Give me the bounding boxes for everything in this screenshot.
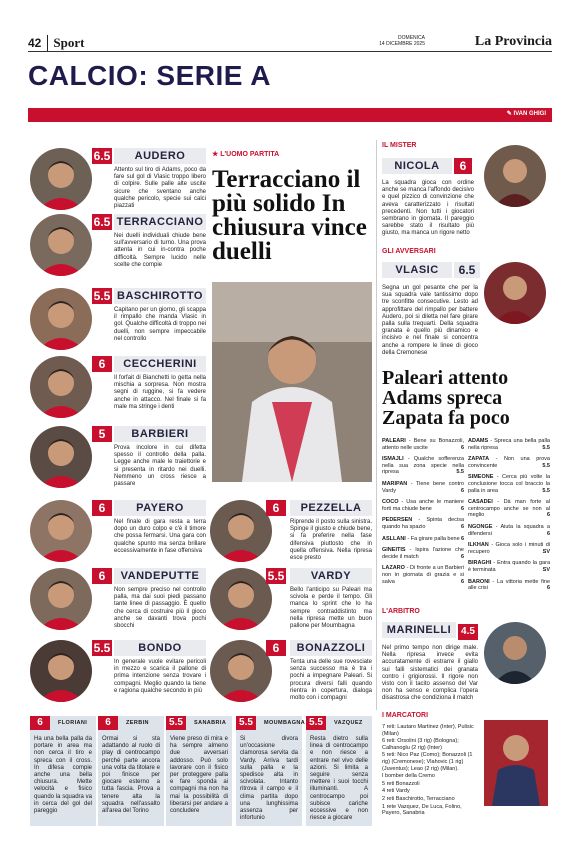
player-name: BONAZZOLI <box>290 640 372 656</box>
player-text: Nei duelli individuali chiude bene sull'avversario di turno. Una prova attenta in cui in-contra poche difficoltà. Sempre lucido nelle scelte che compie <box>114 233 206 268</box>
player-photo <box>30 568 92 630</box>
avversari-name: VLASIC <box>382 262 452 278</box>
rating-text: Gioca solo i minuti di recupero <box>468 542 550 555</box>
player-name: PEZZELLA <box>290 500 372 516</box>
rating-row <box>382 547 464 560</box>
arbitro-section: L'ARBITRO <box>382 608 420 615</box>
rating-text: Usa anche le maniere forti ma chiude bene <box>382 499 464 512</box>
section-name: Sport <box>47 35 84 51</box>
player-score: 6 <box>92 500 112 516</box>
player-score: 6 <box>92 568 112 584</box>
rating-row <box>382 456 464 476</box>
rating-name: PALEARI <box>382 438 406 444</box>
scorer-line: 7 reti: Lautaro Martinez (Inter), Pulisic (Milan) <box>382 724 474 737</box>
player-name: ZERBIN <box>126 720 149 726</box>
panel-header <box>236 716 305 730</box>
player-photo <box>210 568 272 630</box>
rating-row <box>468 542 550 555</box>
panel-header <box>30 716 87 730</box>
rating-score: 6 <box>460 444 464 451</box>
rating-row <box>468 438 550 451</box>
rating-score: 6 <box>546 512 550 519</box>
bottom-rating-panel <box>98 716 164 826</box>
player-photo <box>210 640 272 702</box>
scorer-line: I bomber della Cremo <box>382 773 435 780</box>
scorer-photo <box>484 720 548 806</box>
scorer-line: 6 reti: Orsolini (3 rig) (Bologna); Calhanoglu (2 rig) (Inter) <box>382 738 459 751</box>
rating-separator: - <box>403 456 414 463</box>
rating-separator: - <box>492 523 501 530</box>
rating-text: Dà man forte al centrocampo anche se non al meglio <box>468 499 551 519</box>
page-title: CALCIO: SERIE A <box>28 60 271 91</box>
player-name: CECCHERINI <box>114 356 206 372</box>
player-score: 6.5 <box>93 149 111 163</box>
player-name: TERRACCIANO <box>114 214 206 230</box>
rating-separator: - <box>404 565 411 572</box>
player-score: 6 <box>266 640 286 656</box>
panel-header <box>306 716 363 730</box>
player-text: Resta dietro sulla linea di centrocampo e non riesce a entrare nel vivo delle azioni. Si limita a seguire senza mettere i suoi tocchi illuminanti. A centrocampo poi subisce cariche eccessive e non riesce a giocare <box>310 736 368 822</box>
rating-score: 6 <box>460 523 464 530</box>
player-score: 6 <box>266 500 286 516</box>
rating-separator: - <box>405 547 416 554</box>
feature-photo <box>212 282 372 482</box>
player-score: 5.5 <box>236 716 256 730</box>
rating-text: Entra quando la gara è terminata <box>468 560 550 573</box>
arbitro-name: MARINELLI <box>382 622 456 638</box>
rating-separator: - <box>405 438 414 444</box>
rating-score: 5.5 <box>542 462 550 469</box>
rating-text: Fa girare palla bene <box>410 535 460 542</box>
player-name: BASCHIROTTO <box>114 288 206 304</box>
feature-headline: Terracciano il più solido In chiusura vince duelli <box>212 166 367 265</box>
player-photo <box>30 214 92 276</box>
rating-separator: - <box>398 499 407 506</box>
mister-section: IL MISTER <box>382 142 417 149</box>
rating-text: Spreca una bella palla nella ripresa <box>468 438 550 451</box>
player-score: 5.5 <box>166 716 186 730</box>
rating-row <box>468 456 550 469</box>
player-score: 6 <box>92 356 112 372</box>
rating-row <box>382 536 464 543</box>
player-text: Viene preso di mira e ha sempre almeno due avversari addosso. Può solo lavorare con il fisico per proteggere palla e fare sponda ai compagni ma non ha mai la possibilità di liberarsi per andare a concludere <box>170 736 228 815</box>
rating-name: ASLLANI <box>382 535 406 542</box>
newspaper-logo: La Provincia <box>474 34 552 49</box>
player-score: 5.5 <box>306 716 326 730</box>
player-name: VANDEPUTTE <box>114 568 206 584</box>
bottom-rating-panel <box>306 716 372 826</box>
page-header <box>28 34 552 52</box>
player-photo <box>30 500 92 562</box>
player-name: SANABRIA <box>194 720 227 726</box>
opponents-headline: Paleari attento Adams spreca Zapata fa poco <box>382 367 510 429</box>
rating-row <box>468 474 550 494</box>
player-score: 6.5 <box>93 215 111 229</box>
arbitro-score: 4.5 <box>458 624 478 640</box>
opponents-ratings-left <box>382 438 464 590</box>
rating-separator: - <box>492 499 504 506</box>
rating-row <box>382 481 464 494</box>
player-text: Ha una bella palla da portare in area ma non cerca il tiro e spreca con il cross. In difesa compie anche una bella chiusura. Mette velocità e fisico quando la squadra va in cerca del gol del pareggio <box>34 736 92 815</box>
rating-name: PEDERSEN <box>382 517 413 524</box>
player-photo-icon <box>484 720 548 806</box>
player-score: 5 <box>92 426 112 442</box>
player-photo <box>210 500 272 562</box>
rating-name: MARIPAN <box>382 480 408 487</box>
player-score: 5.5 <box>93 641 111 655</box>
arbitro-photo <box>484 622 546 684</box>
rating-name: LAZARO <box>382 565 405 572</box>
rating-name: ISMAJLI <box>382 456 404 463</box>
player-photo <box>30 640 92 702</box>
player-text: Capitano per un giorno, gli scappa il rimpallo che manda Vlasic in gol. Qualche difficoltà di troppo nei duelli, non sempre impeccabile nel controllo <box>114 307 206 342</box>
avversari-score: 6.5 <box>454 262 480 278</box>
rating-separator: - <box>491 560 498 567</box>
rating-row <box>468 524 550 537</box>
rating-score: 5.5 <box>542 444 550 451</box>
player-photo <box>30 288 92 350</box>
rating-name: BARONI <box>468 578 490 585</box>
rating-separator: - <box>489 456 504 463</box>
rating-separator: - <box>405 535 411 542</box>
player-name: BARBIERI <box>114 426 206 442</box>
opponents-ratings-right <box>468 438 550 597</box>
mister-name: NICOLA <box>382 158 452 174</box>
column-divider <box>376 140 377 710</box>
player-name: VARDY <box>290 568 372 584</box>
mister-text: La squadra gioca con ordine anche se manca l'affondo decisivo e quel pizzico di convinzione che aveva caratterizzato i risultati precedenti. Non tutti i giocatori sembrano in giornata. Il pareggio sarebbe stato il risultato più giusto, ma manca un rigore netto <box>382 180 474 237</box>
player-name: BONDO <box>114 640 206 656</box>
rating-name: ZAPATA <box>468 456 490 463</box>
rating-score: 6 <box>460 553 464 560</box>
rating-text: Tiene bene contro Vardy <box>382 480 464 494</box>
rating-name: BIRAGHI <box>468 560 492 567</box>
rating-text: Qualche sofferenza nella sua zona specie nella ripresa <box>382 456 464 476</box>
rating-row <box>468 560 550 573</box>
player-score: 5.5 <box>267 569 285 583</box>
rating-name: COCO <box>382 499 399 506</box>
player-score: 6 <box>30 716 50 730</box>
mister-photo <box>484 145 546 207</box>
player-photo <box>30 148 92 210</box>
player-text: Il forfait di Bianchetti lo getta nella mischia a sorpresa. Non mostra segni di ruggine, si fa vedere anche in attacco. Nel finale si fa male ma stringe i denti <box>114 375 206 410</box>
player-name: PAYERO <box>114 500 206 516</box>
rating-score: 6 <box>460 487 464 494</box>
issue-date: DOMENICA 14 DICEMBRE 2025 <box>379 35 425 47</box>
rating-text: Ispira l'azione che decide il match <box>382 547 464 560</box>
player-photo-icon <box>484 262 546 324</box>
rating-text: La vittoria mette fine alle crisi <box>468 578 551 592</box>
rating-separator: - <box>488 438 495 444</box>
bottom-rating-panel <box>30 716 96 826</box>
rating-text: Cerca più volte la conclusione tocca col braccio la palla in area <box>468 474 551 494</box>
scorer-line: 1 rete Vazquez, De Luca, Folino, Payero, Sanabria <box>382 803 462 817</box>
arbitro-text: Nel primo tempo non dirige male. Nella ripresa invece evita accuratamente di estrarre il giallo sui falli sistematici dei granata contro i grigiorossi. Il rigore non visto con il tacito assenso del Var non ha senso e complica l'opera disastrosa che condiziona il match <box>382 645 478 702</box>
bottom-rating-panel <box>236 716 306 826</box>
player-text: Attento sul tiro di Adams, poco da fare sul gol di Vlasic troppo libero di colpire. Sulle palle alte uscite sicure che sventano anche qualche pericolo, specie sui calci piazzati <box>114 167 206 210</box>
rating-row <box>382 499 464 512</box>
player-text: Tenta una delle sue rovesciate senza successo ma è tra i pochi a impegnare Paleari. Si procura diversi falli quando rientra in copertura, dialoga molto con i compagni <box>290 659 372 702</box>
rating-row <box>382 438 464 451</box>
rating-score: 6 <box>546 530 550 537</box>
player-text: In generale vuole evitare pericoli in mezzo e scarica il pallone di prima intenzione senza trovare i compagni. Meglio quando la tiene e ragiona qualche secondo in più <box>114 659 206 694</box>
mister-score: 6 <box>454 158 472 174</box>
scorer-line: 4 reti Vardy <box>382 788 410 795</box>
rating-text: Non una prova convincente <box>468 456 550 469</box>
rating-score: SV <box>542 566 550 573</box>
rating-row <box>382 517 464 530</box>
player-text: Si divora un'occasione clamorosa servita da Vardy. Arriva tardi sulla palla e la spedisce alta in scivolata. Intanto ritrova il campo e il clima partita dopo una lunghissima assenza per infortunio <box>240 736 298 822</box>
panel-header <box>166 716 226 730</box>
rating-separator: - <box>489 578 497 585</box>
player-text: Prova incolore in cui difetta spesso il controllo della palla. Legge anche male le traiettorie e si presenta in ritardo nei duelli. Nemmeno un cross riesce a passare <box>114 445 206 488</box>
rating-score: 5.5 <box>542 487 550 494</box>
player-photo <box>30 356 92 418</box>
player-text: Ormai si sta adattando al ruolo di play di centrocampo perché parte ancora una volta da titolare e poi finisce per giocare esterno a tutta fascia. Prova a tenere alta la squadra nell'assalto all'area del Torino <box>102 736 160 815</box>
scorer-line: 2 reti Baschirotto, Terracciano <box>382 795 455 802</box>
rating-score: 5.5 <box>456 469 464 476</box>
player-photo <box>30 426 92 488</box>
player-name: FLORIANI <box>58 720 88 726</box>
scorer-line: 5 reti: Nico Paz (Como); Bonazzoli (1 rig) (Cremonese); Vlahovic (1 rig) (Juventus); Leao (2 rig) (Milan). <box>382 752 473 772</box>
rating-row <box>382 565 464 585</box>
rating-name: CASADEI <box>468 499 493 506</box>
rating-name: GINEITIS <box>382 547 406 554</box>
rating-score: 6 <box>460 535 464 542</box>
player-name: VAZQUEZ <box>334 720 363 726</box>
rating-text: Spinta decisa quando ha spazio <box>382 517 465 530</box>
player-photo-icon <box>212 282 372 482</box>
rating-score: SV <box>542 548 550 555</box>
rating-separator: - <box>412 517 427 524</box>
referee-photo-icon <box>484 622 546 684</box>
rating-text: Aiuta la squadra a difendersi <box>468 523 550 537</box>
player-score: 5.5 <box>93 289 111 303</box>
bottom-rating-panel <box>166 716 232 826</box>
page-number: 42 <box>28 35 42 50</box>
rating-name: SIMEONE <box>468 474 494 481</box>
panel-header <box>98 716 149 730</box>
byline: ✎ IVAN GHIGI <box>506 111 546 117</box>
coach-photo-icon <box>484 145 546 207</box>
player-name: AUDERO <box>114 148 206 164</box>
rating-separator: - <box>493 474 502 481</box>
avversari-photo <box>484 262 546 324</box>
avversari-section: GLI AVVERSARI <box>382 248 436 255</box>
player-name: MOUMBAGNA <box>264 720 306 726</box>
rating-separator: - <box>407 480 416 487</box>
rating-name: ADAMS <box>468 438 489 444</box>
player-text: Nel finale di gara resta a terra dopo un duro colpo e c'è il timore che possa fermarsi. Una gara con qualche spunto ma senza brillare eccessivamente in fase offensiva <box>114 519 206 554</box>
marcatori-section: I MARCATORI <box>382 712 429 719</box>
rating-score: 6 <box>460 505 464 512</box>
player-text: Riprende il posto sulla sinistra. Spinge il giusto e chiude bene, si fa preferire nella fase difensiva piuttosto che in quella offensiva. Nella ripresa esce presto <box>290 519 372 562</box>
player-text: Bello l'anticipo su Paleari ma scivola e perde il tempo. Gli manca lo sprint che lo ha sempre contraddistinto ma nella ripresa mette un buon pallone per Moumbagna <box>290 587 372 630</box>
feature-kicker: ★ L'UOMO PARTITA <box>212 151 280 158</box>
rating-row <box>468 579 550 592</box>
rating-score: 6 <box>460 578 464 585</box>
rating-text: Bene su Bonazzoli, attento nelle uscite <box>382 438 464 451</box>
rating-score: 6 <box>546 585 550 592</box>
title-red-bar <box>28 108 552 122</box>
rating-name: ILKHAN <box>468 542 489 549</box>
player-score: 6 <box>98 716 118 730</box>
player-text: Non sempre preciso nel controllo palla, ma dai suoi piedi passano tante linee di passaggio. È quello che cerca di costruire più il gioco anche se davanti trova pochi sbocchi <box>114 587 206 630</box>
avversari-text: Segna un gol pesante che per la sua squadra vale tantissimo dopo tre sconfitte consecutive. Lesto ad approfittare del rimpallo per battere Audero, poi si diletta nel fare girare palla sulla trequarti. Della squadra granata è quello più dinamico e incisivo e nel finale si concentra anche a rompere le linee di gioco della Cremonese <box>382 285 478 356</box>
rating-text: Di fronte a un Barbieri non in giornata di grazia e si salva <box>382 565 465 585</box>
marcatori-list <box>382 724 478 818</box>
scorer-line: 5 reti Bonazzoli <box>382 780 420 787</box>
rating-separator: - <box>488 542 496 549</box>
rating-row <box>468 499 550 519</box>
rating-name: NGONGE <box>468 523 493 530</box>
